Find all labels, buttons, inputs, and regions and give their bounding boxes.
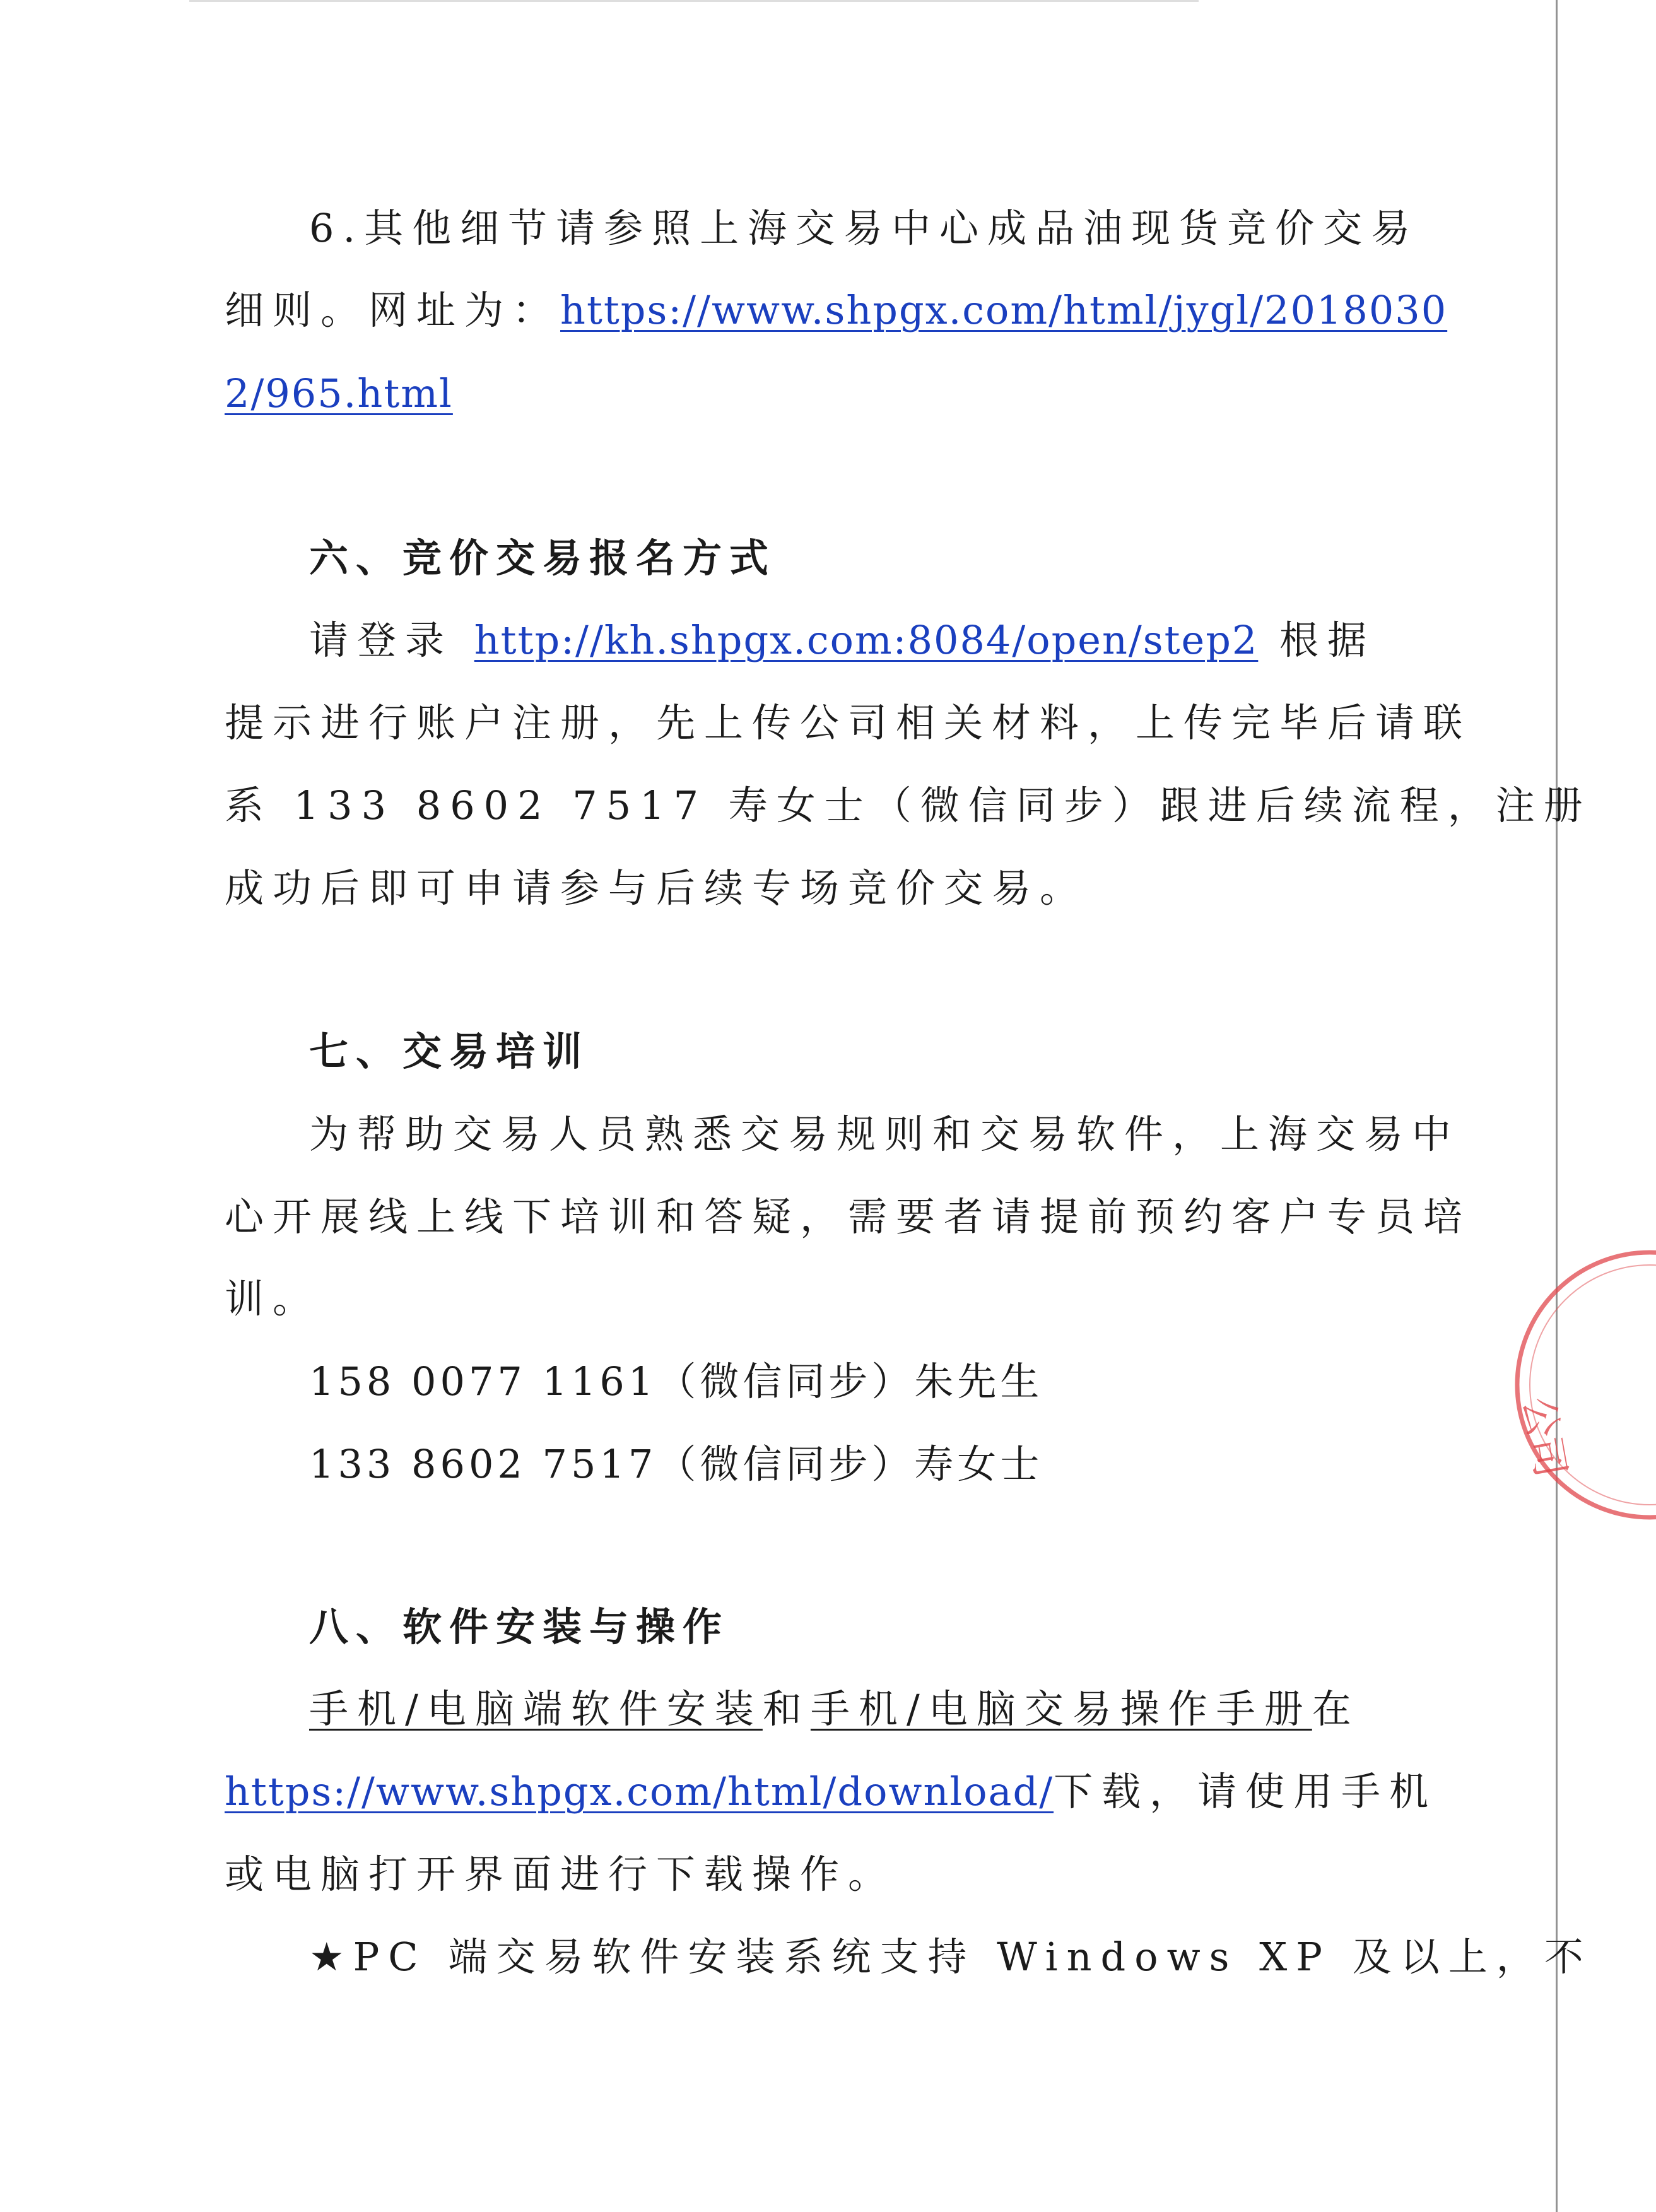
rules-url-link[interactable]: https://www.shpgx.com/html/jygl/2018030	[560, 287, 1448, 333]
section8-line3: 或电脑打开界面进行下载操作。	[225, 1851, 896, 1897]
section6-login-text: 请登录	[309, 617, 474, 663]
section7-line2: 心开展线上线下培训和答疑，需要者请提前预约客户专员培	[225, 1194, 1472, 1240]
section6-line1	[309, 615, 1375, 666]
register-url-link[interactable]: http://kh.shpgx.com:8084/open/step2	[474, 617, 1259, 663]
at-text: 在	[1312, 1686, 1360, 1732]
section6-according-text: 根据	[1258, 617, 1376, 663]
item6-label: 细则。网址为：	[225, 287, 561, 333]
install-guide-link[interactable]: 手机/电脑端软件安装	[309, 1686, 763, 1732]
item6-line3	[225, 368, 453, 419]
seal-text: 公司	[1513, 1393, 1574, 1481]
and-text: 和	[762, 1686, 811, 1732]
section8-heading: 八、软件安装与操作	[309, 1604, 730, 1650]
section7-line1: 为帮助交易人员熟悉交易规则和交易软件，上海交易中	[309, 1111, 1460, 1157]
download-url-link[interactable]: https://www.shpgx.com/html/download/	[225, 1768, 1054, 1815]
contact-zhu: 158 0077 1161（微信同步）朱先生	[309, 1358, 1043, 1404]
item6-line2	[225, 285, 1447, 336]
section6-line3: 系 133 8602 7517 寿女士（微信同步）跟进后续流程，注册	[225, 782, 1592, 828]
section6-line2: 提示进行账户注册，先上传公司相关材料，上传完毕后请联	[225, 700, 1472, 746]
scan-edge-right	[1556, 0, 1558, 2212]
section8-line4: ★PC 端交易软件安装系统支持 Windows XP 及以上，不	[309, 1934, 1592, 1980]
contact-shou: 133 8602 7517（微信同步）寿女士	[309, 1441, 1043, 1487]
section6-heading: 六、竞价交易报名方式	[309, 535, 777, 581]
section6-line4: 成功后即可申请参与后续专场竞价交易。	[225, 865, 1088, 911]
scan-edge-top	[189, 0, 1199, 2]
section7-line3: 训。	[225, 1276, 321, 1322]
section8-line1	[309, 1684, 1360, 1734]
section8-line2	[225, 1767, 1437, 1817]
item6-line1: 6.其他细节请参照上海交易中心成品油现货竞价交易	[309, 205, 1419, 251]
rules-url-link-cont[interactable]: 2/965.html	[225, 370, 453, 416]
manual-link[interactable]: 手机/电脑交易操作手册	[810, 1686, 1312, 1732]
download-text: 下载，请使用手机	[1054, 1768, 1438, 1815]
section7-heading: 七、交易培训	[309, 1028, 590, 1074]
company-seal	[1492, 1246, 1656, 1524]
